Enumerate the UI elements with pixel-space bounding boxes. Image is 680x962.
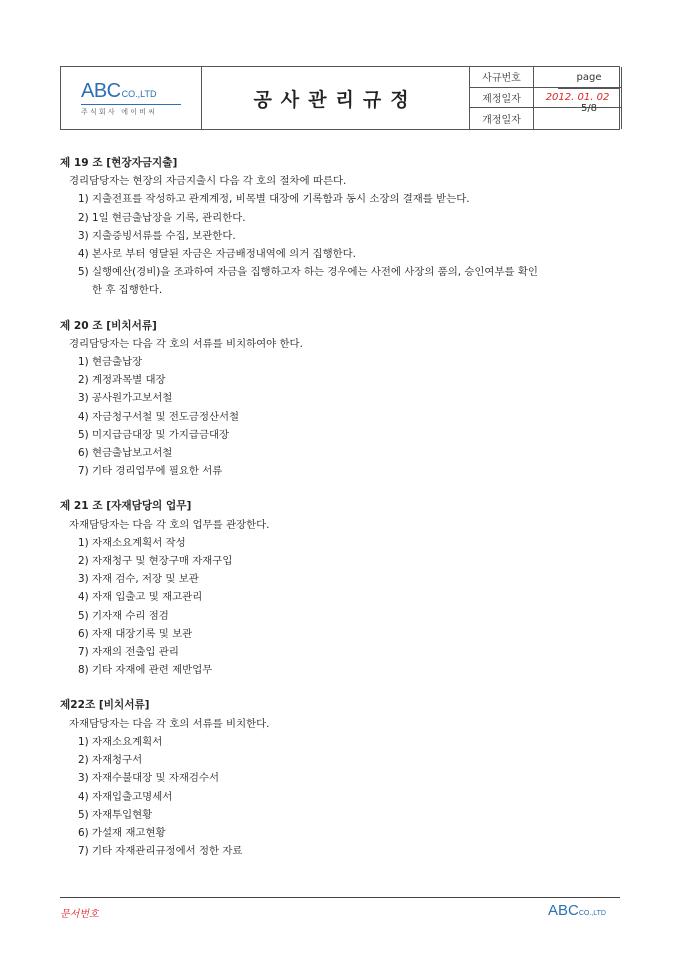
logo-mark (81, 80, 156, 103)
article-22 (60, 696, 625, 860)
list-item: 3) 공사원가고보서철 (78, 392, 173, 405)
list-item-continuation: 한 후 집행한다. (92, 284, 163, 297)
logo-abc: ABC (81, 80, 121, 102)
revise-date-label: 개정일자 (470, 108, 534, 129)
article-intro: 경리담당자는 다음 각 호의 서류를 비치하여야 한다. (69, 337, 303, 350)
list-item: 1) 자재소요계획서 작성 (78, 536, 186, 549)
page-label: page (558, 67, 620, 89)
list-item: 2) 계정과목별 대장 (78, 374, 166, 387)
list-item: 4) 자재 입출고 및 재고관리 (78, 591, 203, 604)
list-item: 4) 자금청구서철 및 전도금정산서철 (78, 410, 240, 423)
logo-company-name: 주식회사 에이비씨 (81, 108, 158, 116)
list-item: 2) 자재청구 및 현장구매 자재구입 (78, 555, 233, 568)
list-item: 5) 미지급금대장 및 가지급금대장 (78, 428, 230, 441)
list-item: 8) 기타 자재에 관련 제반업무 (78, 664, 213, 677)
list-item: 7) 기타 경리업무에 필요한 서류 (78, 465, 223, 478)
article-20 (60, 317, 625, 481)
logo-suffix: CO.,LTD (121, 89, 157, 99)
list-item: 4) 본사로 부터 영달된 자금은 자금배정내역에 의거 집행한다. (78, 248, 356, 261)
article-19 (60, 154, 625, 300)
list-item: 3) 자재 검수, 저장 및 보관 (78, 573, 199, 586)
logo-underline (81, 104, 181, 105)
footer-logo-suffix: CO.,LTD (578, 910, 606, 917)
list-item: 2) 1일 현금출납장을 기록, 관리한다. (78, 211, 246, 224)
article-intro: 경리담당자는 현장의 자금지출시 다음 각 호의 절차에 따른다. (69, 175, 347, 188)
doc-number-label: 문서번호 (60, 909, 99, 920)
list-item: 1) 자재소요계획서 (78, 735, 163, 748)
list-item: 3) 지출증빙서류를 수집, 보관한다. (78, 229, 236, 242)
list-item: 6) 자재 대장기록 및 보관 (78, 627, 193, 640)
document-header-table (60, 66, 620, 130)
article-21 (60, 497, 625, 679)
article-intro: 자재담당자는 다음 각 호의 서류를 비치한다. (69, 717, 270, 730)
title-cell (202, 67, 470, 129)
article-title: 제22조 [비치서류] (60, 699, 150, 712)
list-item: 2) 자재청구서 (78, 754, 143, 767)
company-logo (61, 67, 202, 129)
list-item: 4) 자재입출고명세서 (78, 790, 173, 803)
list-item: 6) 가설재 재고현황 (78, 826, 166, 839)
list-item: 5) 실행예산(경비)을 조과하여 자금을 집행하고자 하는 경우에는 사전에 사장의 품의, 승인여부를 확인 (78, 266, 538, 279)
list-item: 1) 지출전표를 작성하고 관계계정, 비목별 대장에 기록함과 동시 소장의 결재를 받는다. (78, 193, 470, 206)
page-number: 5/8 (580, 102, 598, 114)
rule-no-label: 사규번호 (470, 67, 534, 88)
list-item: 3) 자재수불대장 및 자재검수서 (78, 772, 220, 785)
article-intro: 자재담당자는 다음 각 호의 업무를 관장한다. (69, 518, 270, 531)
article-title: 제 19 조 [현장자금지출] (60, 157, 178, 169)
enact-date-value: 2012. 01. 02 (534, 88, 622, 109)
list-item: 6) 현금출납보고서철 (78, 447, 173, 460)
footer-divider (60, 897, 620, 898)
page-title: 공사관리규정 (253, 88, 418, 111)
footer-logo-abc: ABC (548, 902, 579, 919)
list-item: 1) 현금출납장 (78, 356, 143, 369)
list-item: 5) 기자재 수리 점검 (78, 609, 169, 622)
list-item: 7) 기타 자재관리규정에서 정한 자료 (78, 845, 243, 858)
enact-date-label: 제정일자 (470, 88, 534, 109)
footer-logo (548, 902, 606, 920)
list-item: 5) 자재투입현황 (78, 808, 153, 821)
article-title: 제 21 조 [자재담당의 업무] (60, 500, 192, 513)
article-title: 제 20 조 [비치서류] (60, 319, 157, 332)
list-item: 7) 자재의 전출입 관리 (78, 646, 179, 659)
document-body (60, 154, 625, 877)
